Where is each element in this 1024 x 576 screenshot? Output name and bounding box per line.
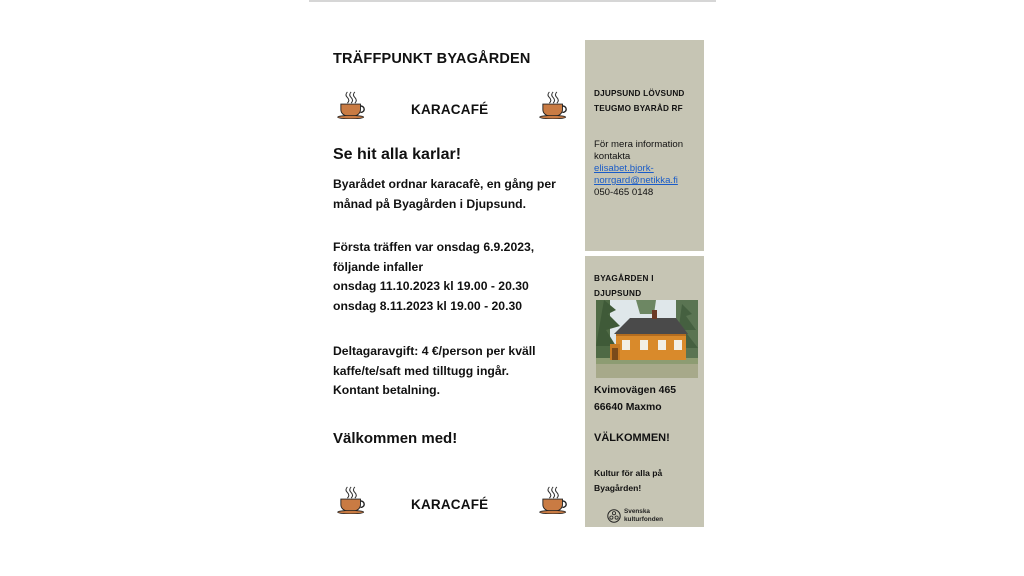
- organization-line: DJUPSUND LÖVSUND: [594, 89, 685, 98]
- coffee-cup-icon: [335, 91, 371, 119]
- organization-line: TEUGMO BYARÅD RF: [594, 104, 683, 113]
- address-line: Kvimovägen 465: [594, 385, 677, 396]
- fee-line: kaffe/te/saft med tilltugg ingår.: [333, 363, 510, 378]
- email-link[interactable]: norrgard@netikka.fi: [594, 175, 678, 186]
- logo-text: [624, 508, 663, 524]
- kulturfonden-logo: [607, 507, 687, 529]
- welcome-text: VÄLKOMMEN!: [594, 432, 670, 444]
- logo-line: kulturfonden: [624, 516, 664, 523]
- fee-line: Kontant betalning.: [333, 383, 440, 397]
- culture-line: Byagården!: [594, 483, 642, 493]
- karacafe-label-top: KARACAFÉ: [411, 102, 489, 117]
- venue-line: BYAGÅRDEN I: [594, 274, 654, 283]
- schedule-line: onsdag 11.10.2023 kl 19.00 - 20.30: [333, 279, 529, 293]
- schedule-line: onsdag 8.11.2023 kl 19.00 - 20.30: [333, 298, 523, 313]
- closing-heading: Välkommen med!: [333, 430, 458, 447]
- contact-info: [594, 139, 702, 199]
- main-heading: Se hit alla karlar!: [333, 146, 462, 163]
- intro-line: månad på Byagården i Djupsund.: [333, 196, 527, 211]
- coffee-cup-icon: [537, 486, 573, 514]
- email-link[interactable]: elisabet.bjork-: [594, 163, 654, 174]
- venue-house-photo: [596, 300, 698, 378]
- fee-paragraph: [333, 342, 536, 401]
- contact-text: kontakta: [594, 151, 631, 162]
- schedule-paragraph: [333, 238, 534, 316]
- intro-paragraph: [333, 175, 556, 214]
- culture-line: Kultur för alla på: [594, 468, 663, 478]
- fee-line: Deltagaravgift: 4 €/person per kväll: [333, 344, 536, 358]
- schedule-line: Första träffen var onsdag 6.9.2023,: [333, 240, 535, 254]
- kulturfonden-logo-icon: [607, 509, 621, 523]
- culture-text: [594, 466, 662, 496]
- schedule-line: följande infaller: [333, 259, 424, 274]
- coffee-cup-icon: [537, 91, 573, 119]
- karacafe-label-bottom: KARACAFÉ: [411, 497, 489, 512]
- venue-name: [594, 271, 654, 301]
- venue-address: [594, 382, 676, 416]
- page-title: TRÄFFPUNKT BYAGÅRDEN: [333, 51, 531, 67]
- intro-line: Byarådet ordnar karacafè, en gång per: [333, 177, 556, 191]
- logo-line: Svenska: [624, 508, 650, 515]
- phone-number: 050-465 0148: [594, 187, 654, 198]
- contact-text: För mera information: [594, 139, 684, 150]
- venue-line: DJUPSUND: [594, 289, 642, 298]
- address-line: 66640 Maxmo: [594, 402, 662, 413]
- coffee-cup-icon: [335, 486, 371, 514]
- organization-name: [594, 86, 685, 116]
